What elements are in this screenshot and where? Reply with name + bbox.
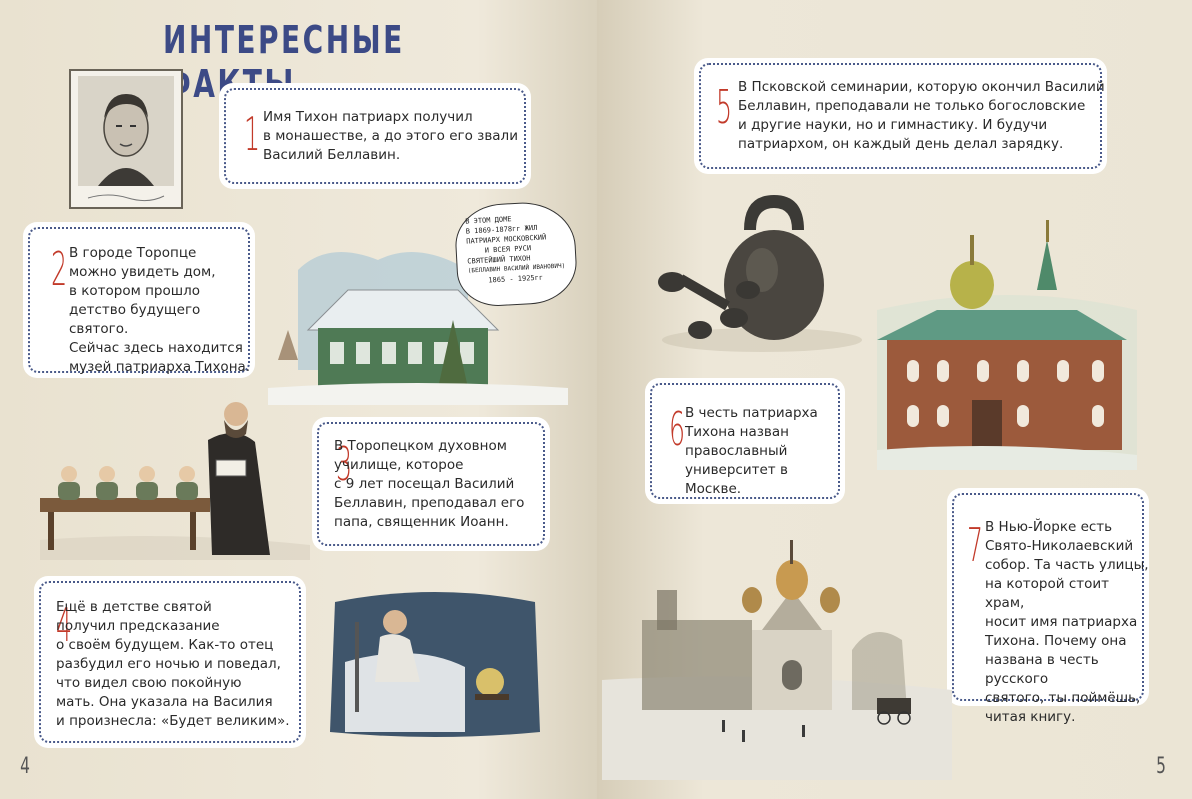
fact-number-6: 6	[669, 402, 686, 456]
fact-number-5: 5	[716, 80, 733, 134]
fact-card-2	[23, 222, 255, 378]
fact-card-5	[694, 58, 1107, 174]
classroom-illustration	[40, 390, 310, 560]
weights-illustration	[652, 190, 882, 360]
nicholas-cathedral-illustration	[602, 520, 952, 780]
night-scene-illustration	[325, 582, 545, 742]
fact-card-1	[219, 83, 531, 189]
fact-text-6: В честь патриарха Тихона назван православный университет в Москве.	[685, 405, 818, 497]
right-page	[597, 0, 1192, 799]
fact-text-2: В городе Торопце можно увидеть дом, в котором прошло детство будущего святого. Сейчас здесь находится музей патриарха Тихона.	[69, 245, 251, 375]
fact-number-4: 4	[56, 598, 73, 652]
page-number-right: 5	[1156, 754, 1166, 779]
church-illustration	[877, 200, 1137, 470]
fact-text-7: В Нью-Йорке есть Свято-Николаевский собор. Та часть улицы, на которой стоит храм, носит имя патриарха Тихона. Почему она названа в честь русского святого, ты поймёшь, читая книгу.	[985, 519, 1149, 725]
fact-number-2: 2	[51, 242, 68, 296]
fact-card-3	[312, 417, 550, 551]
house-sign-text: В ЭТОМ ДОМЕ В 1869-1878гг ЖИЛ ПАТРИАРХ МОСКОВСКИЙ И ВСЕЯ РУСИ СВЯТЕЙШИЙ ТИХОН (БЕЛЛАВИН ВАСИЛИЙ ИВАНОВИЧ) 1865 - 1925гг	[465, 215, 566, 285]
fact-number-3: 3	[336, 437, 353, 491]
page-title: ИНТЕРЕСНЫЕ	[163, 18, 405, 62]
fact-card-6	[645, 378, 845, 504]
fact-number-1: 1	[244, 107, 261, 161]
portrait-illustration	[68, 68, 184, 210]
fact-number-7: 7	[967, 518, 984, 572]
house-sign-bubble	[453, 200, 578, 308]
fact-card-4	[34, 576, 306, 748]
fact-text-4: Ещё в детстве святой получил предсказание о своём будущем. Как-то отец разбудил его ночью и поведал, что видел свою покойную мать. Она указала на Василия и произнесла: «Будет великим».	[56, 599, 290, 729]
page-number-left: 4	[20, 754, 30, 779]
fact-text-3: В Торопецком духовном училище, которое с 9 лет посещал Василий Беллавин, преподавал его папа, священник Иоанн.	[334, 438, 525, 530]
fact-card-7	[947, 488, 1149, 725]
fact-text-1: Имя Тихон патриарх получил в монашестве, а до этого его звали Василий Беллавин.	[263, 109, 518, 163]
fact-text-5: В Псковской семинарии, которую окончил Василий Беллавин, преподавали не только богословские и другие науки, но и гимнастику. И будучи патриархом, он каждый день делал зарядку.	[738, 79, 1105, 152]
